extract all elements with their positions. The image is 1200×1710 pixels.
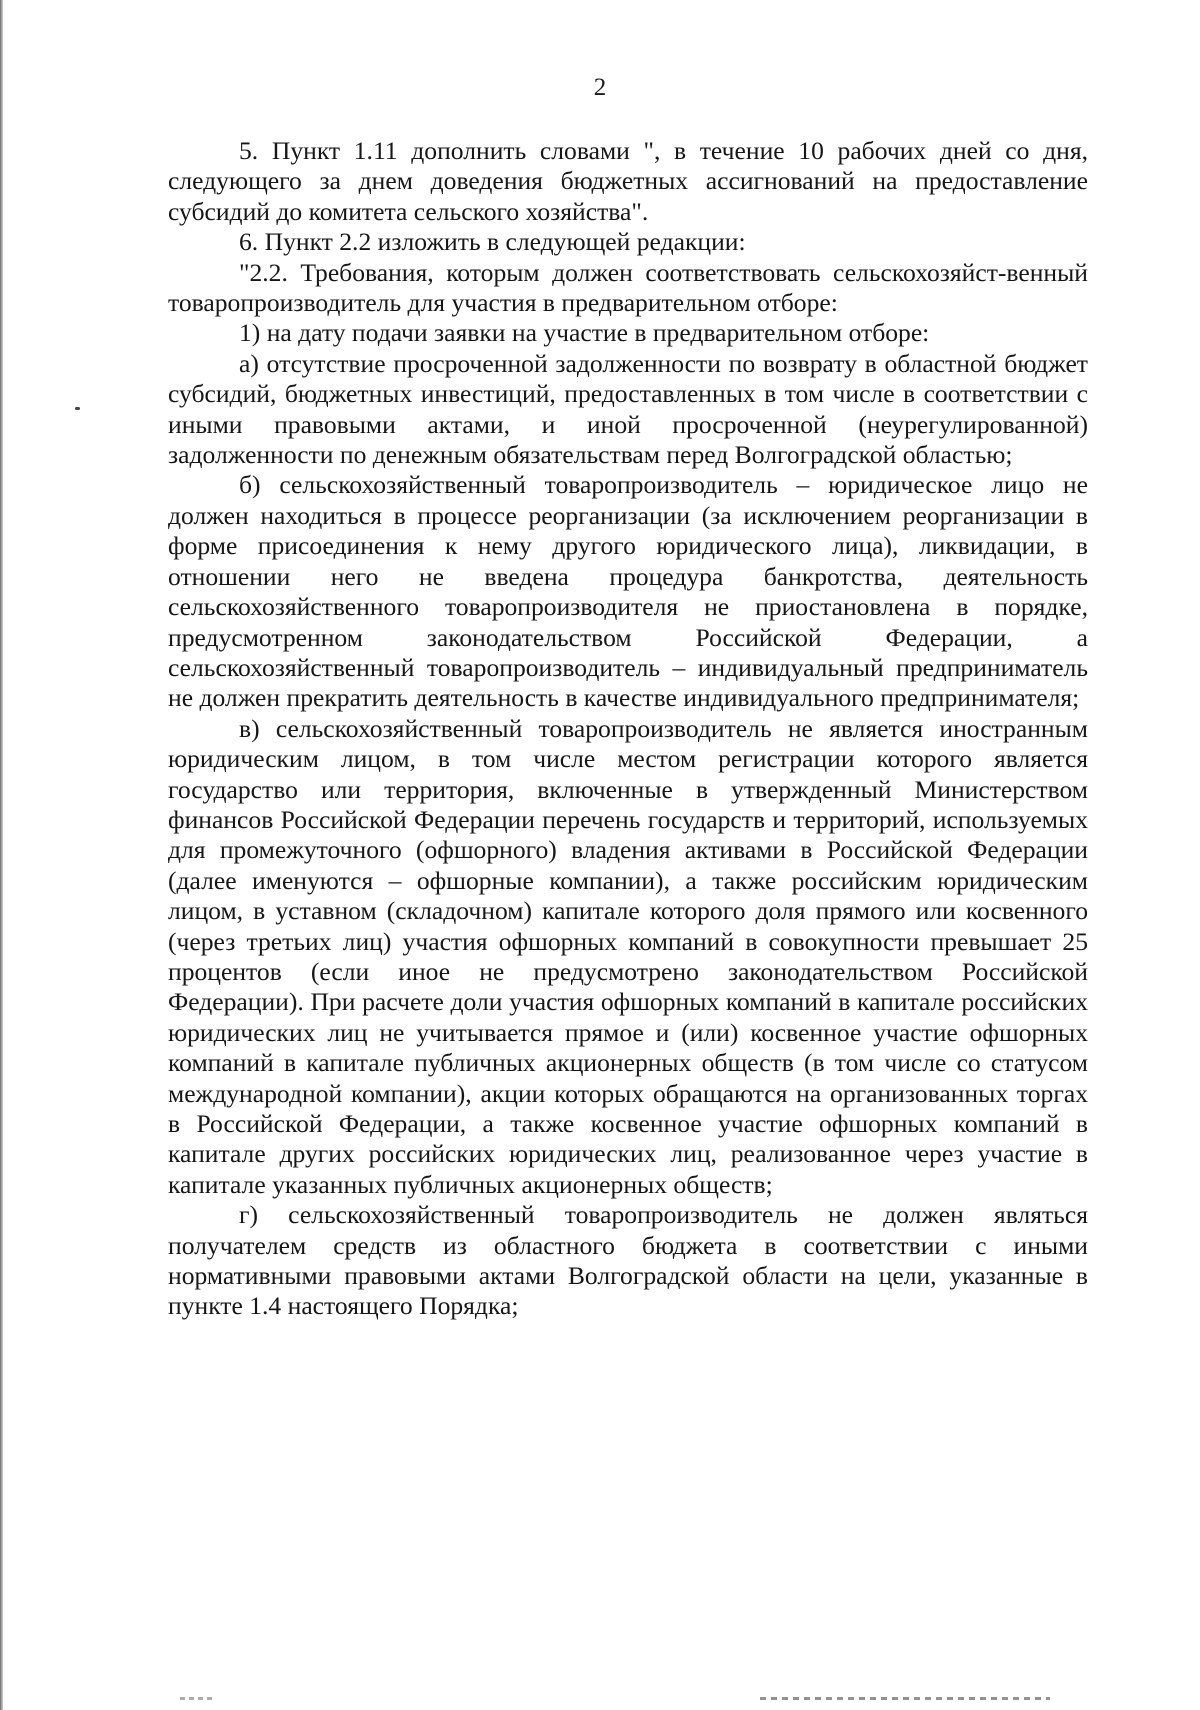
paragraph-subitem-a: а) отсутствие просроченной задолженности по возврату в областной бюджет субсидий, бюджетных инвестиций, предоставленных в том числе в соответствии с иными правовыми актами, и иной просроченной (неурегулированной) задолженности по денежным обязательствам перед Волгоградской областью; — [168, 348, 1088, 470]
paragraph-subitem-b: б) сельскохозяйственный товаропроизводитель – юридическое лицо не должен находиться в процессе реорганизации (за исключением реорганизации в форме присоединения к нему другого юридического лица), ликвидации, в отношении него не введена процедура банкротства, деятельность сельскохозяйственного товаропроизводителя не приостановлена в порядке, предусмотренном законодательством Российской Федерации, а сельскохозяйственный товаропроизводитель – индивидуальный предприниматель не должен прекратить деятельность в качестве индивидуального предпринимателя; — [168, 470, 1088, 713]
scan-artifact-left — [180, 1697, 216, 1700]
scan-speck — [75, 407, 80, 410]
paragraph-subitem-v: в) сельскохозяйственный товаропроизводитель не является иностранным юридическим лицом, в том числе местом регистрации которого является государство или территория, включенные в утвержденный Министерством финансов Российской Федерации перечень государств и территорий, используемых для промежуточного (офшорного) владения активами в Российской Федерации (далее именуются – офшорные компании), а также российским юридическим лицом, в уставном (складочном) капитале которого доля прямого или косвенного (через третьих лиц) участия офшорных компаний в совокупности превышает 25 процентов (если иное не предусмотрено законодательством Российской Федерации). При расчете доли участия офшорных компаний в капитале российских юридических лиц не учитывается прямое и (или) косвенное участие офшорных компаний в капитале публичных акционерных обществ (в том числе со статусом международной компании), акции которых обращаются на организованных торгах в Российской Федерации, а также косвенное участие офшорных компаний в капитале других российских юридических лиц, реализованное через участие в капитале указанных публичных акционерных обществ; — [168, 713, 1088, 1199]
page-number: 2 — [593, 74, 607, 101]
paragraph-item-5: 5. Пункт 1.11 дополнить словами ", в течение 10 рабочих дней со дня, следующего за днем доведения бюджетных ассигнований на предоставление субсидий до комитета сельского хозяйства". — [168, 136, 1088, 226]
document-body — [168, 136, 1088, 1322]
paragraph-item-6: 6. Пункт 2.2 изложить в следующей редакции: — [239, 227, 746, 257]
paragraph-2-2-heading: "2.2. Требования, которым должен соответствовать сельскохозяйст-венный товаропроизводитель для участия в предварительном отборе: — [168, 257, 1088, 318]
scan-artifact-right — [760, 1697, 1050, 1700]
scan-left-edge — [0, 0, 3, 1710]
paragraph-subitem-g: г) сельскохозяйственный товаропроизводитель не должен являться получателем средств из областного бюджета в соответствии с иными нормативными правовыми актами Волгоградской области на цели, указанные в пункте 1.4 настоящего Порядка; — [168, 1200, 1088, 1321]
paragraph-subitem-1: 1) на дату подачи заявки на участие в предварительном отборе: — [239, 318, 930, 348]
